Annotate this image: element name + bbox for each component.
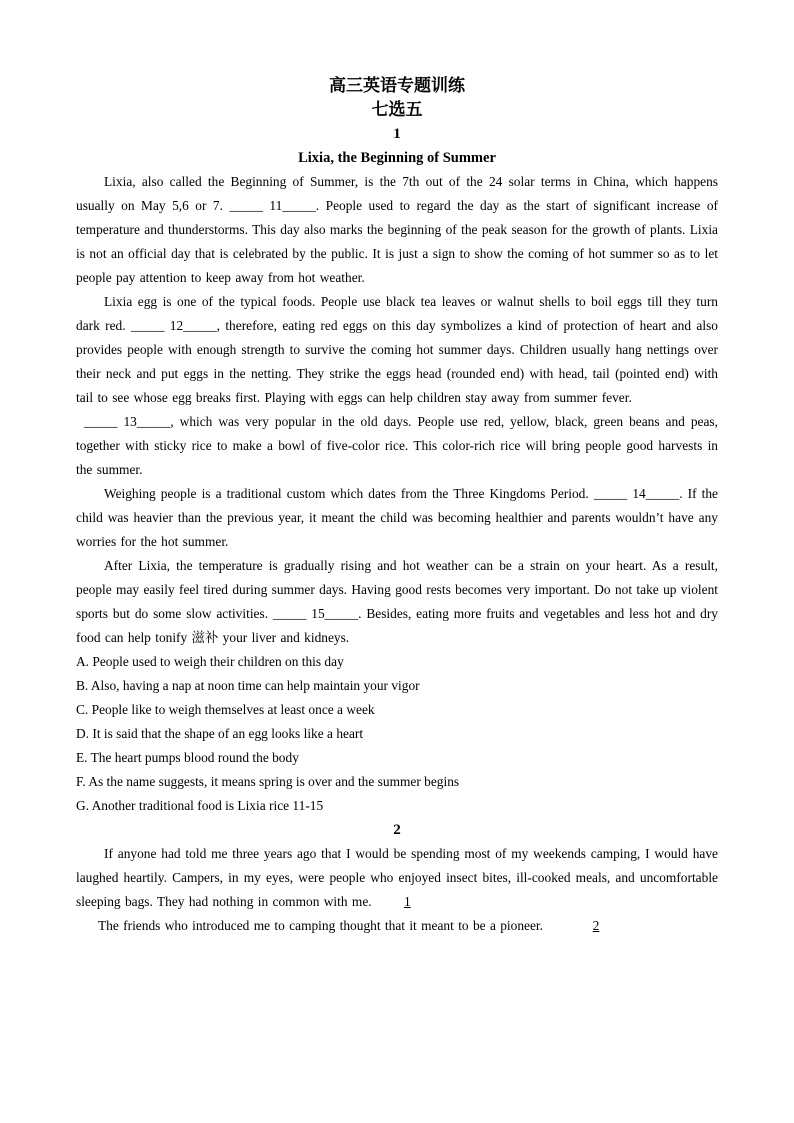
option-item: C. People like to weigh themselves at least once a week bbox=[76, 702, 375, 717]
option-item: E. The heart pumps blood round the body bbox=[76, 750, 299, 765]
paragraph: Weighing people is a traditional custom which dates from the Three Kingdoms Period. _____ 14_____. If the child was heavier than the previous year, it meant the child was becoming healthier and parents wouldn’t have any worries for the hot summer. bbox=[76, 486, 718, 549]
answer-blank: 1 bbox=[403, 894, 411, 909]
paragraph-text: If anyone had told me three years ago that I would be spending most of my weekends camping, I would have laughed heartily. Campers, in my eyes, were people who enjoyed insect bites, ill-cooked meals, and uncomfortable sleeping bags. They had nothing in common with me. bbox=[76, 846, 718, 909]
option-item: D. It is said that the shape of an egg looks like a heart bbox=[76, 726, 364, 741]
option-item: B. Also, having a nap at noon time can help maintain your vigor bbox=[76, 678, 420, 693]
document-page bbox=[76, 74, 718, 938]
passage-title: Lixia, the Beginning of Summer bbox=[298, 150, 496, 166]
paragraph: Lixia egg is one of the typical foods. People use black tea leaves or walnut shells to boil eggs till they turn dark red. _____ 12_____, therefore, eating red eggs on this day symbolizes a kind of protection of heart and also provides people with enough strength to survive the coming hot summer days. Children usually hang nettings over their neck and put eggs in the netting. They strike the eggs head (rounded end) with head, tail (pointed end) with tail to see whose egg breaks first. Playing with eggs can help children stay away from summer fever. bbox=[76, 294, 718, 405]
answer-blank: 2 bbox=[592, 918, 600, 933]
document-subtitle: 七选五 bbox=[371, 100, 423, 119]
passage-number: 1 bbox=[393, 126, 401, 142]
paragraph: _____ 13_____, which was very popular in the old days. People use red, yellow, black, green beans and peas, together with sticky rice to make a bowl of five-color rice. This color-rich rice will bring people good harvests in the summer. bbox=[76, 414, 718, 477]
paragraph-text: The friends who introduced me to camping thought that it meant to be a pioneer. bbox=[98, 918, 543, 933]
paragraph bbox=[76, 842, 718, 914]
passage-number: 2 bbox=[393, 822, 401, 838]
paragraph bbox=[76, 914, 718, 938]
paragraph: After Lixia, the temperature is gradually rising and hot weather can be a strain on your heart. As a result, people may easily feel tired during summer days. Having good rests becomes very important. Do not take up violent sports but do some slow activities. _____ 15_____. Besides, eating more fruits and vegetables and less hot and dry food can help tonify 滋补 your liver and kidneys. bbox=[76, 558, 718, 645]
option-item: F. As the name suggests, it means spring is over and the summer begins bbox=[76, 774, 460, 789]
option-item: G. Another traditional food is Lixia rice 11-15 bbox=[76, 798, 324, 813]
document-title: 高三英语专题训练 bbox=[329, 76, 465, 95]
options-list bbox=[76, 650, 718, 818]
paragraph: Lixia, also called the Beginning of Summer, is the 7th out of the 24 solar terms in China, which happens usually on May 5,6 or 7. _____ 11_____. People used to regard the day as the start of significant increase of temperature and thunderstorms. This day also marks the beginning of the peak season for the growth of plants. Lixia is not an official day that is celebrated by the public. It is just a sign to show the coming of hot summer so as to let people pay attention to keep away from hot weather. bbox=[76, 174, 718, 285]
option-item: A. People used to weigh their children on this day bbox=[76, 654, 344, 669]
